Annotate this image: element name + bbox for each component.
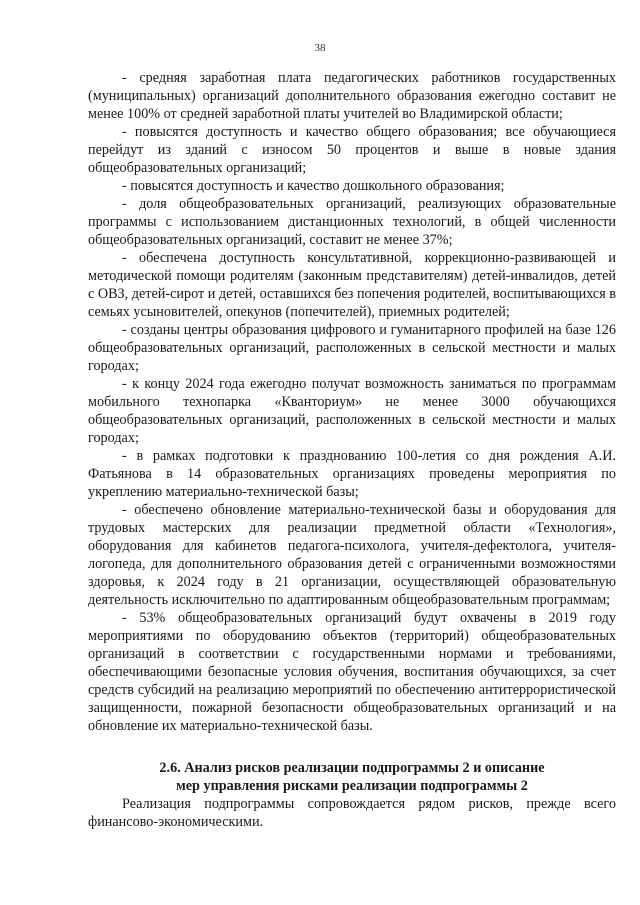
document-body [88, 69, 616, 831]
paragraph-consulting-help: - обеспечена доступность консультативной, коррекционно-развивающей и методической помощи родителям (законным представителям) детей-инвалидов, детей с ОВЗ, детей-сирот и детей, оставшихся без попечения родителей, воспитывающихся в семьях усыновителей, опекунов (попечителей), приемных родителей; [88, 250, 616, 320]
section-heading-line-2: мер управления рисками реализации подпрограммы 2 [176, 778, 528, 794]
section-heading [88, 759, 616, 795]
paragraph-safety-measures: - 53% общеобразовательных организаций будут охвачены в 2019 году мероприятиями по оборудованию объектов (территорий) общеобразовательных организаций в соответствии с государственными нормами и требованиями, обеспечивающими безопасные условия обучения, воспитания обучающихся, за счет средств субсидий на реализацию мероприятий по обеспечению антитеррористической защищенности, пожарной безопасности общеобразовательных организаций и на обновление их материально-технической базы. [88, 610, 616, 734]
paragraph-salary: - средняя заработная плата педагогических работников государственных (муниципальных) организаций дополнительного образования ежегодно составит не менее 100% от средней заработной платы учителей во Владимирской области; [88, 70, 616, 122]
paragraph-preschool: - повысятся доступность и качество дошкольного образования; [122, 178, 505, 194]
paragraph-fatyanov: - в рамках подготовки к празднованию 100-летия со дня рождения А.И. Фатьянова в 14 образовательных организациях проведены мероприятия по укреплению материально-технической базы; [88, 448, 616, 500]
paragraph-distance-learning: - доля общеобразовательных организаций, реализующих образовательные программы с использованием дистанционных технологий, в общей численности общеобразовательных организаций, составит не менее 37%; [88, 196, 616, 248]
page-number: 38 [314, 42, 326, 54]
paragraph-education-centers: - созданы центры образования цифрового и гуманитарного профилей на базе 126 общеобразовательных организаций, расположенных в сельской местности и малых городах; [88, 322, 616, 374]
paragraph-kvantorium: - к концу 2024 года ежегодно получат возможность заниматься по программам мобильного технопарка «Кванториум» не менее 3000 обучающихся общеобразовательных организаций, расположенных в сельской местности и малых городах; [88, 376, 616, 446]
paragraph-equipment-update: - обеспечено обновление материально-технической базы и оборудования для трудовых мастерских для реализации предметной области «Технология», оборудования для кабинетов педагога-психолога, учителя-дефектолога, учителя-логопеда, для дополнительного образования детей с ограниченными возможностями здоровья, к 2024 году в 21 организации, осуществляющей образовательную деятельность исключительно по адаптированным общеобразовательным программам; [88, 502, 616, 608]
paragraph-risks-intro: Реализация подпрограммы сопровождается рядом рисков, прежде всего финансово-экономическими. [88, 796, 616, 830]
paragraph-general-education: - повысятся доступность и качество общего образования; все обучающиеся перейдут из зданий с износом 50 процентов и выше в новые здания общеобразовательных организаций; [88, 124, 616, 176]
section-heading-line-1: 2.6. Анализ рисков реализации подпрограммы 2 и описание [159, 760, 545, 776]
